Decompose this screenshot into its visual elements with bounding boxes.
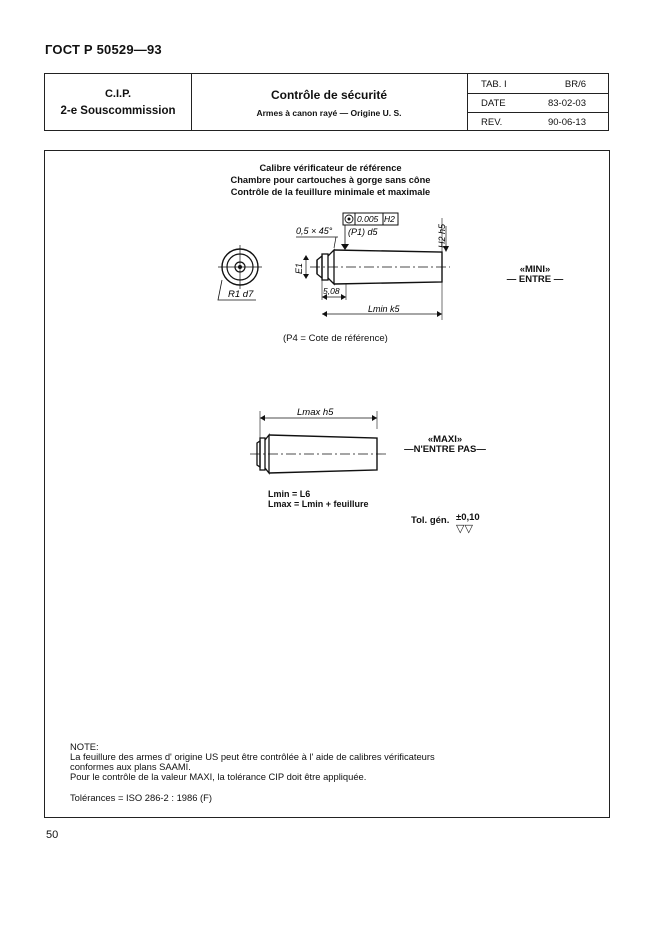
gauge-mini-body (310, 250, 450, 284)
header-title-cell (191, 74, 468, 130)
header-title: Contrôle de sécurité (270, 88, 388, 102)
gauge-mini-drawing (210, 208, 470, 320)
meta-key: DATE (481, 98, 506, 109)
label-mini: «MINI» (519, 264, 551, 275)
note-line-1: La feuillure des armes d' origine US peut être contrôlée à l' aide de calibres vérificateurs (70, 751, 435, 762)
formula-line-2: Lmax = Lmin + feuillure (268, 499, 369, 509)
r1-dim-label: R1 d7 (228, 289, 254, 300)
offset-dim-label: 5,08 (323, 286, 340, 296)
page-number: 50 (46, 829, 59, 841)
note-line-2: conformes aux plans SAAMI. (70, 761, 191, 772)
meta-key: REV. (481, 117, 503, 128)
org-name: C.I.P. (104, 88, 132, 100)
tol-gen-label: Tol. gén. (411, 515, 450, 526)
surface-finish-icon: ▽▽ (456, 522, 473, 535)
meta-row-rev (467, 112, 608, 131)
header-table (44, 73, 609, 131)
label-nentre-pas: —N'ENTRE PAS— (404, 444, 486, 455)
h2-dim-label: H2 h5 (437, 223, 447, 248)
caption-line-1: Calibre vérificateur de référence (259, 163, 402, 173)
tolerances-reference: Tolérances = ISO 286-2 : 1986 (F) (70, 792, 212, 803)
standard-number: ГОСТ Р 50529—93 (45, 42, 162, 57)
meta-key: TAB. I (481, 79, 507, 90)
tolerance-datum: H2 (384, 214, 395, 224)
label-entre: — ENTRE — (506, 274, 564, 285)
tolerance-value: 0.005 (357, 214, 379, 224)
note-line-3: Pour le contrôle de la valeur MAXI, la tolérance CIP doit être appliquée. (70, 771, 367, 782)
length-dim-label: Lmin k5 (368, 304, 400, 314)
p4-reference-note: (P4 = Cote de référence) (283, 333, 388, 344)
header-meta-cell (467, 74, 608, 130)
header-org-cell (45, 74, 192, 130)
meta-row-tab (467, 74, 608, 94)
label-maxi: «MAXI» (427, 434, 463, 445)
meta-value: 83-02-03 (547, 98, 586, 109)
maxi-length-dim-label: Lmax h5 (297, 407, 334, 418)
tol-gen-value: ±0,10 (456, 512, 480, 523)
subcommission-name: 2-e Souscommission (60, 105, 176, 117)
meta-value: BR/6 (564, 79, 586, 90)
meta-row-date (467, 93, 608, 113)
gauge-maxi-body (250, 435, 388, 473)
chamfer-label: 0,5 × 45° (296, 226, 333, 236)
p1-dim-label: (P1) d5 (348, 227, 378, 237)
note-heading: NOTE: (70, 741, 99, 752)
header-subtitle: Armes à canon rayé — Origine U. S. (256, 108, 402, 118)
e1-dim-label: E1 (294, 262, 304, 274)
caption-line-3: Contrôle de la feuillure minimale et maximale (230, 187, 431, 197)
formula-line-1: Lmin = L6 (268, 489, 311, 499)
gauge-maxi-drawing (240, 405, 400, 480)
meta-value: 90-06-13 (547, 117, 586, 128)
caption-line-2: Chambre pour cartouches à gorge sans cône (230, 175, 431, 185)
